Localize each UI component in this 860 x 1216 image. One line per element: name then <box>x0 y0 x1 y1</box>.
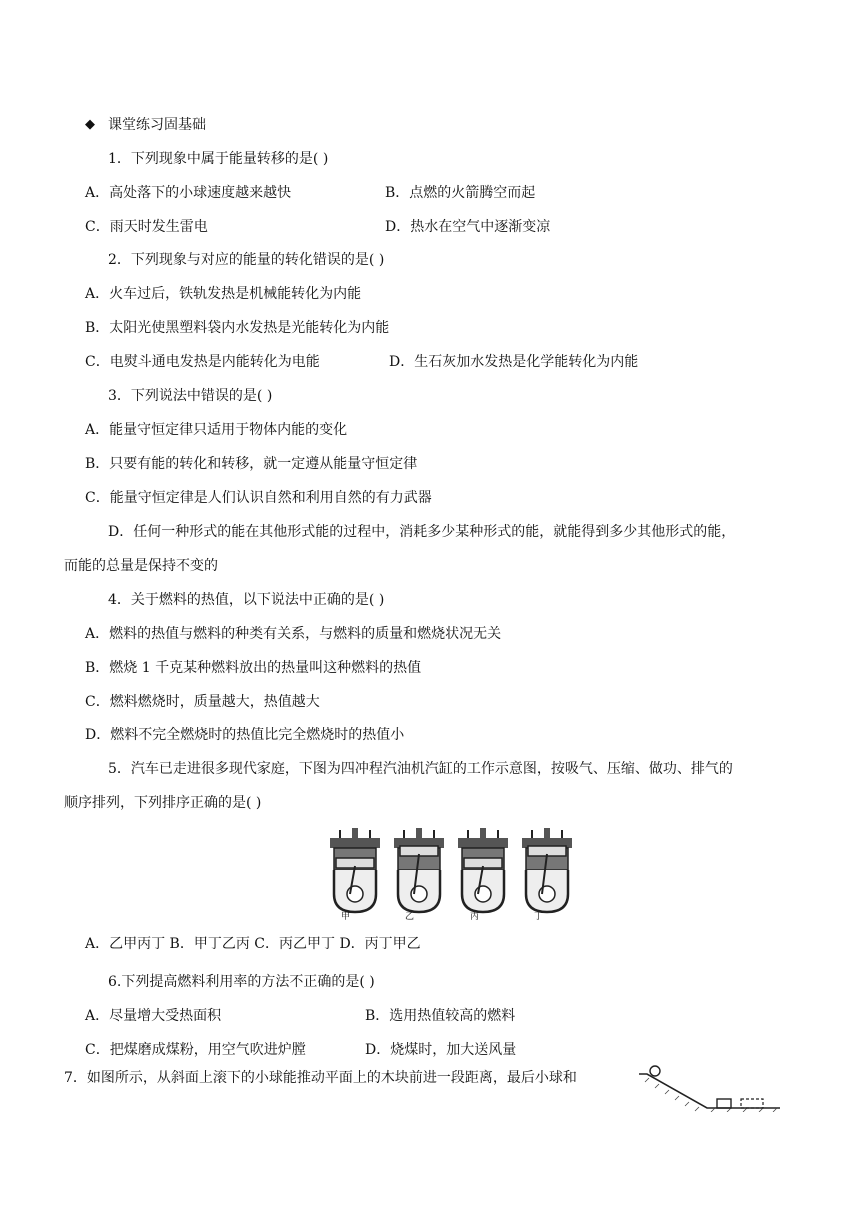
q6-option-a: A．尽量增大受热面积 <box>85 1008 222 1024</box>
q1-option-a: A．高处落下的小球速度越来越快 <box>85 185 292 201</box>
q1-option-b: B．点燃的火箭腾空而起 <box>385 185 536 201</box>
q4-option-b: B．燃烧 1 千克某种燃料放出的热量叫这种燃料的热值 <box>85 660 422 676</box>
ramp-figure <box>635 1062 785 1112</box>
q2-stem: 2．下列现象与对应的能量的转化错误的是( ) <box>108 252 385 268</box>
engine-bing-icon <box>458 828 508 912</box>
q3-stem: 3．下列说法中错误的是( ) <box>108 388 273 404</box>
engine-yi-icon <box>394 828 444 912</box>
figure-label-ding: 丁 <box>534 912 544 922</box>
q3-option-a: A．能量守恒定律只适用于物体内能的变化 <box>85 422 348 438</box>
q5-options: A．乙甲丙丁 B．甲丁乙丙 C．丙乙甲丁 D．丙丁甲乙 <box>85 936 421 952</box>
engine-jia-icon <box>330 828 380 912</box>
figure-label-bing: 丙 <box>470 912 480 922</box>
q5-stem-line1: 5．汽车已走进很多现代家庭，下图为四冲程汽油机汽缸的工作示意图，按吸气、压缩、做功、排气的 <box>108 761 733 777</box>
q2-option-b: B．太阳光使黑塑料袋内水发热是光能转化为内能 <box>85 320 390 336</box>
q4-option-c: C．燃料燃烧时，质量越大，热值越大 <box>85 694 320 710</box>
figure-label-jia: 甲 <box>341 912 351 922</box>
q2-option-a: A．火车过后，铁轨发热是机械能转化为内能 <box>85 286 362 302</box>
engine-strokes-figure <box>322 828 582 924</box>
q6-option-b: B．选用热值较高的燃料 <box>365 1008 516 1024</box>
q1-stem: 1．下列现象中属于能量转移的是( ) <box>108 151 329 167</box>
q4-option-a: A．燃料的热值与燃料的种类有关系，与燃料的质量和燃烧状况无关 <box>85 626 502 642</box>
q1-option-d: D．热水在空气中逐渐变凉 <box>385 219 551 235</box>
q5-stem-line2: 顺序排列，下列排序正确的是( ) <box>64 795 262 811</box>
q7-stem: 7．如图所示，从斜面上滚下的小球能推动平面上的木块前进一段距离，最后小球和 <box>64 1070 577 1086</box>
q3-option-b: B．只要有能的转化和转移，就一定遵从能量守恒定律 <box>85 456 418 472</box>
q6-option-d: D．烧煤时，加大送风量 <box>365 1042 517 1058</box>
q2-option-c: C．电熨斗通电发热是内能转化为电能 <box>85 354 320 370</box>
q2-option-d: D．生石灰加水发热是化学能转化为内能 <box>389 354 639 370</box>
figure-label-yi: 乙 <box>405 912 415 922</box>
q1-option-c: C．雨天时发生雷电 <box>85 219 208 235</box>
q3-option-d-line2: 而能的总量是保持不变的 <box>64 558 218 574</box>
q3-option-d-line1: D．任何一种形式的能在其他形式能的过程中，消耗多少某种形式的能，就能得到多少其他形式的能， <box>108 524 736 540</box>
section-bullet: ◆ <box>85 117 95 132</box>
q6-option-c: C．把煤磨成煤粉，用空气吹进炉膛 <box>85 1042 306 1058</box>
q4-option-d: D．燃料不完全燃烧时的热值比完全燃烧时的热值小 <box>85 727 405 743</box>
section-title: 课堂练习固基础 <box>108 117 206 133</box>
q6-stem: 6.下列提高燃料利用率的方法不正确的是( ) <box>108 974 375 990</box>
q4-stem: 4．关于燃料的热值，以下说法中正确的是( ) <box>108 592 385 608</box>
engine-ding-icon <box>522 828 572 912</box>
q3-option-c: C．能量守恒定律是人们认识自然和利用自然的有力武器 <box>85 490 432 506</box>
